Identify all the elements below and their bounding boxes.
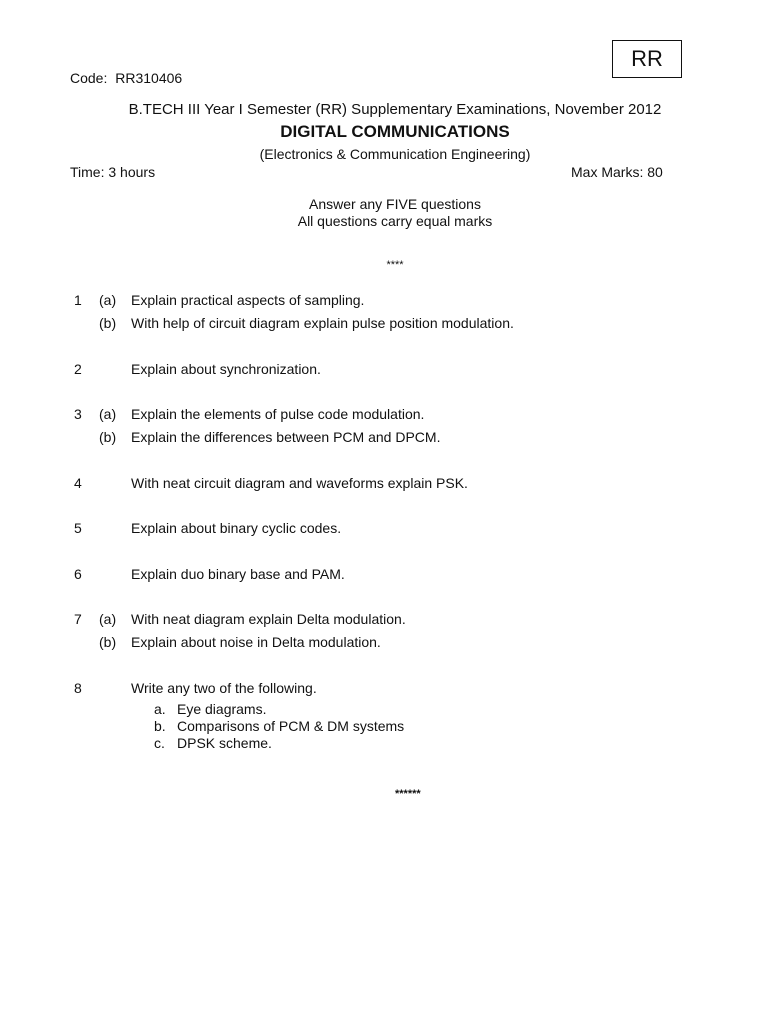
question-part-label: (a) bbox=[99, 292, 117, 308]
instruction-line-2: All questions carry equal marks bbox=[297, 213, 493, 229]
header-separator: **** bbox=[386, 259, 404, 271]
question-number: 2 bbox=[74, 361, 82, 377]
question-number: 4 bbox=[74, 475, 82, 491]
question-text: Explain duo binary base and PAM. bbox=[131, 566, 345, 582]
question-part-label: (b) bbox=[99, 315, 117, 331]
subject-title: DIGITAL COMMUNICATIONS bbox=[280, 122, 510, 141]
question-text: Explain about synchronization. bbox=[131, 361, 321, 377]
question-text: Explain about binary cyclic codes. bbox=[131, 520, 342, 536]
question-text: With help of circuit diagram explain pulse position modulation. bbox=[131, 315, 514, 331]
instruction-line-1: Answer any FIVE questions bbox=[309, 196, 481, 212]
question-text: With neat circuit diagram and waveforms explain PSK. bbox=[131, 475, 468, 491]
question-number: 7 bbox=[74, 611, 82, 627]
list-item-label: b. bbox=[154, 718, 166, 734]
list-item-label: a. bbox=[154, 701, 166, 717]
list-item-text: DPSK scheme. bbox=[177, 735, 272, 751]
code-value: RR310406 bbox=[115, 70, 183, 86]
question-text: With neat diagram explain Delta modulation. bbox=[131, 611, 406, 627]
question-number: 1 bbox=[74, 292, 82, 308]
list-item-text: Comparisons of PCM & DM systems bbox=[177, 718, 405, 734]
question-number: 3 bbox=[74, 406, 82, 422]
question-part-label: (b) bbox=[99, 429, 117, 445]
code-label: Code: bbox=[70, 70, 108, 86]
question-text: Explain practical aspects of sampling. bbox=[131, 292, 365, 308]
question-part-label: (b) bbox=[99, 634, 117, 650]
question-number: 8 bbox=[74, 680, 82, 696]
question-text: Write any two of the following. bbox=[131, 680, 317, 696]
question-text: Explain the elements of pulse code modulation. bbox=[131, 406, 425, 422]
question-text: Explain the differences between PCM and DPCM. bbox=[131, 429, 441, 445]
branch-subtitle: (Electronics & Communication Engineering) bbox=[259, 146, 531, 162]
exam-title: B.TECH III Year I Semester (RR) Supplementary Examinations, November 2012 bbox=[128, 101, 662, 118]
max-marks-label: Max Marks: 80 bbox=[571, 164, 663, 180]
list-item-text: Eye diagrams. bbox=[177, 701, 267, 717]
list-item-label: c. bbox=[154, 735, 165, 751]
scheme-box: RR bbox=[612, 40, 682, 78]
question-number: 5 bbox=[74, 520, 82, 536]
paper-code bbox=[70, 70, 182, 86]
question-part-label: (a) bbox=[99, 406, 117, 422]
end-marker: ****** bbox=[395, 788, 421, 800]
question-part-label: (a) bbox=[99, 611, 117, 627]
time-label: Time: 3 hours bbox=[70, 164, 156, 180]
question-number: 6 bbox=[74, 566, 82, 582]
question-text: Explain about noise in Delta modulation. bbox=[131, 634, 381, 650]
